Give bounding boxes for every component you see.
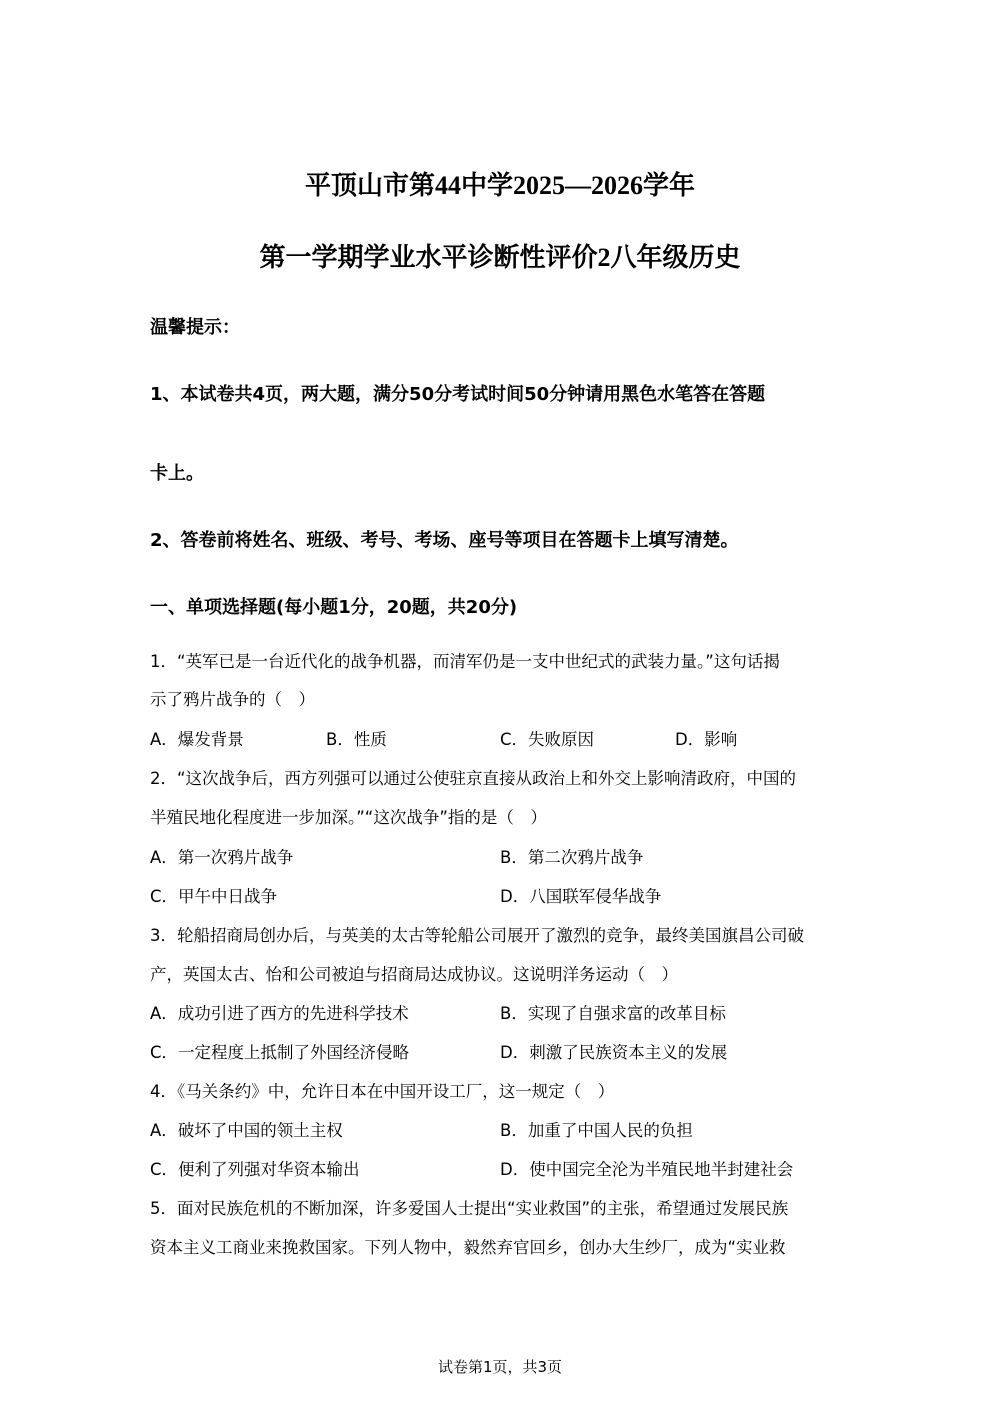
question-3-line-2: 产，英国太古、怡和公司被迫与招商局达成协议。这说明洋务运动（ ） <box>150 965 678 984</box>
question-2-line-1: 2．“这次战争后，西方列强可以通过公使驻京直接从政治上和外交上影响清政府，中国的 <box>150 769 797 788</box>
question-3-option-d: D．刺激了民族资本主义的发展 <box>500 1043 728 1062</box>
question-1-line-2: 示了鸦片战争的（ ） <box>150 690 315 709</box>
question-2-option-d: D．八国联军侵华战争 <box>500 887 662 906</box>
question-4-option-d: D．使中国完全沦为半殖民地半封建社会 <box>500 1160 794 1179</box>
question-4-option-c: C．便利了列强对华资本输出 <box>150 1160 360 1179</box>
section-heading: 一、单项选择题(每小题1分，20题，共20分) <box>150 597 518 618</box>
exam-title-line2: 第一学期学业水平诊断性评价2八年级历史 <box>259 243 741 272</box>
question-2-option-c: C．甲午中日战争 <box>150 887 278 906</box>
question-5-line-1: 5．面对民族危机的不断加深，许多爱国人士提出“实业救国”的主张，希望通过发展民族 <box>150 1199 789 1218</box>
question-1-option-b: B．性质 <box>326 730 387 749</box>
question-4-option-b: B．加重了中国人民的负担 <box>500 1121 693 1140</box>
question-3-option-b: B．实现了自强求富的改革目标 <box>500 1004 726 1023</box>
question-1-option-a: A．爆发背景 <box>150 730 244 749</box>
question-1-option-d: D．影响 <box>675 730 738 749</box>
question-1-option-c: C．失败原因 <box>500 730 595 749</box>
question-4-line-1: 4．《马关条约》中，允许日本在中国开设工厂，这一规定（ ） <box>150 1082 615 1101</box>
notice-item-1-continued: 卡上。 <box>150 463 204 484</box>
question-2-line-2: 半殖民地化程度进一步加深。”“这次战争”指的是（ ） <box>150 808 547 827</box>
question-2-option-b: B．第二次鸦片战争 <box>500 848 644 867</box>
page-footer: 试卷第1页，共3页 <box>437 1358 563 1376</box>
question-3-line-1: 3．轮船招商局创办后，与英美的太古等轮船公司展开了激烈的竞争，最终美国旗昌公司破 <box>150 926 804 945</box>
question-1-line-1: 1．“英军已是一台近代化的战争机器，而清军仍是一支中世纪式的武装力量。”这句话揭 <box>150 652 780 671</box>
question-5-line-2: 资本主义工商业来挽救国家。下列人物中，毅然弃官回乡，创办大生纱厂，成为“实业救 <box>150 1238 786 1257</box>
notice-item-1: 1、本试卷共4页，两大题，满分50分考试时间50分钟请用黑色水笔答在答题 <box>150 384 766 405</box>
question-3-option-a: A．成功引进了西方的先进科学技术 <box>150 1004 409 1023</box>
question-3-option-c: C．一定程度上抵制了外国经济侵略 <box>150 1043 410 1062</box>
notice-item-2: 2、答卷前将姓名、班级、考号、考场、座号等项目在答题卡上填写清楚。 <box>150 530 739 551</box>
question-2-option-a: A．第一次鸦片战争 <box>150 848 294 867</box>
notice-heading: 温馨提示： <box>150 317 240 338</box>
question-4-option-a: A．破坏了中国的领土主权 <box>150 1121 343 1140</box>
exam-title-line1: 平顶山市第44中学2025—2026学年 <box>304 171 695 200</box>
